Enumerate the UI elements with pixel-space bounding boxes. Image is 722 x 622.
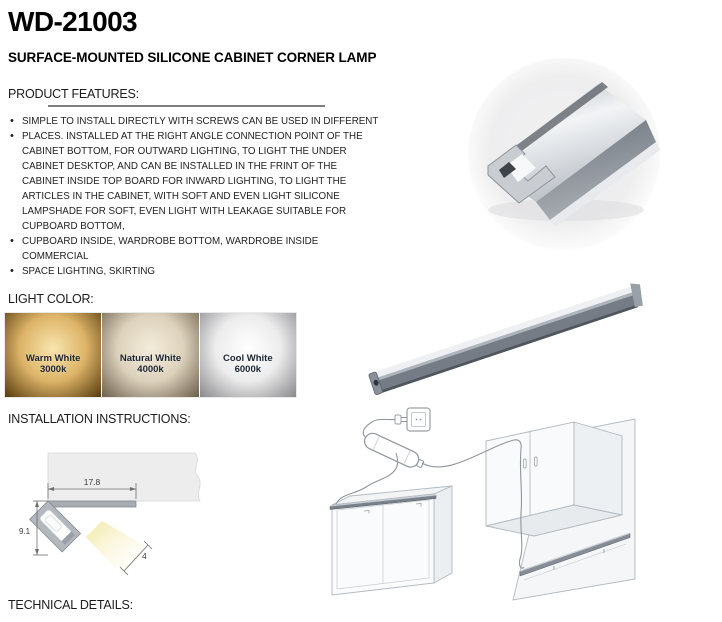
door-handle	[535, 457, 538, 466]
cross-section-drawing	[18, 443, 243, 591]
lamp-flange	[48, 501, 136, 507]
power-plug	[395, 415, 407, 424]
feature-item: • PLACES. INSTALLED AT THE RIGHT ANGLE CONNECTION POINT OF THE CABINET BOTTOM, FOR OUTWARD LIGHTING, TO LIGHT THE UNDER CABINET DESKTOP, AND CAN BE INSTALLED IN THE FRINT OF THE CABINET INSIDE TOP BOARD FOR INWARD LIGHTING, TO LIGHT THE ARTICLES IN THE CABINET, WITH SOFT AND EVEN LIGHT SILICONE LAMPSHADE FOR SOFT, EVEN LIGHT WITH LEAKAGE SUITABLE FOR CUPBOARD BOTTOM,	[8, 129, 380, 234]
page-subtitle: SURFACE-MOUNTED SILICONE CABINET CORNER LAMP	[8, 50, 377, 65]
cabinet-board	[48, 453, 200, 501]
swatch-natural-white	[102, 313, 198, 397]
corner-profile-photo	[448, 58, 694, 250]
feature-item: • CUPBOARD INSIDE, WARDROBE BOTTOM, WARDROBE INSIDE COMMERCIAL	[8, 234, 380, 264]
dimension-beam-label: 4	[142, 551, 147, 561]
light-beam	[86, 521, 148, 575]
light-color-heading: LIGHT COLOR:	[8, 292, 94, 306]
section-divider	[48, 105, 325, 107]
technical-details-heading: TECHNICAL DETAILS:	[8, 598, 133, 612]
lamp-bar-photo	[355, 272, 705, 402]
installation-diagram	[308, 393, 722, 611]
swatch-name: Cool White	[223, 352, 273, 364]
swatch-cool-white	[200, 313, 296, 397]
swatch-kelvin: 6000k	[234, 364, 262, 375]
power-socket	[407, 408, 430, 431]
wall-cabinet	[486, 422, 622, 536]
product-features-heading: PRODUCT FEATURES:	[8, 87, 139, 101]
page-title: WD-21003	[8, 6, 138, 37]
feature-item: • SIMPLE TO INSTALL DIRECTLY WITH SCREWS CAN BE USED IN DIFFERENT	[8, 114, 380, 129]
aluminum-lamp-bar	[367, 281, 646, 395]
feature-item: • SPACE LIGHTING, SKIRTING	[8, 264, 380, 279]
swatch-warm-white	[5, 313, 101, 397]
dimension-height-label: 9.1	[19, 527, 31, 536]
swatch-name: Warm White	[25, 352, 81, 364]
installation-heading: INSTALLATION INSTRUCTIONS:	[8, 412, 191, 426]
product-features-list	[8, 114, 380, 279]
power-adapter	[362, 431, 426, 472]
door-handle	[524, 459, 527, 468]
swatch-kelvin: 3000k	[39, 364, 67, 375]
swatch-name: Natural White	[119, 352, 182, 364]
dimension-width-label: 17.8	[83, 477, 101, 487]
swatch-kelvin: 4000k	[137, 364, 164, 375]
light-color-swatches	[5, 313, 296, 397]
